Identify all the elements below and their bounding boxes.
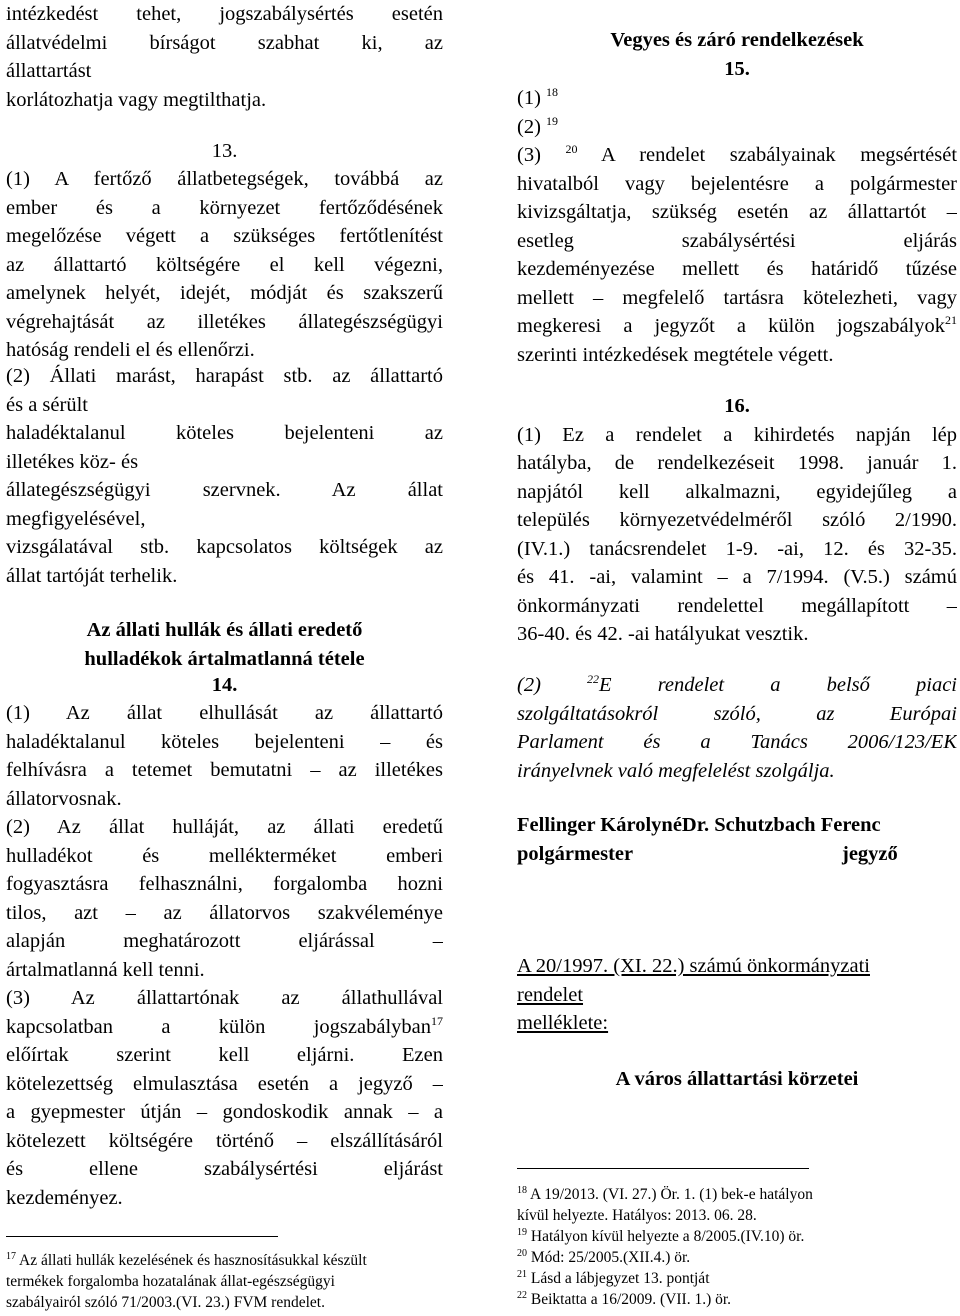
text-line: állategészségügyi szervnek. Az állat — [6, 479, 443, 501]
text-line: állattartást — [6, 60, 92, 82]
section-number: 14. — [211, 674, 238, 696]
text-line: (2) Állati marást, harapást stb. az állattartó — [6, 365, 443, 387]
footnote-text: Mód: 25/2005.(XII.4.) ör. — [527, 1249, 691, 1266]
section-13-para-1 — [6, 165, 443, 365]
text-line: mellett – megfelelő tartásra kötelezheti, vagy — [517, 286, 957, 309]
text-line: állatvédelmi bírságot szabhat ki, az — [6, 31, 443, 54]
signature-titles — [517, 840, 957, 869]
text-line: haladéktalanul köteles bejelenteni – és — [6, 730, 443, 753]
text-line: (3) Az állattartónak az állathullával — [6, 987, 443, 1009]
footnotes-right — [517, 1184, 957, 1310]
closing-heading — [517, 26, 957, 83]
section-14-para-1 — [6, 699, 443, 813]
notary-title: jegyző — [842, 842, 898, 865]
footnote-ref[interactable]: 18 — [546, 85, 559, 100]
text-line: tilos, azt – az állatorvos szakvéleménye — [6, 901, 443, 924]
footnote-line — [517, 1247, 957, 1268]
heading-line: Vegyes és záró rendelkezések — [610, 29, 864, 51]
text-line — [517, 113, 957, 142]
footnote-17 — [6, 1250, 443, 1313]
footnote-divider — [6, 1236, 278, 1237]
footnote-text: A 19/2013. (VI. 27.) Ör. 1. (1) bek-e hatályon — [527, 1186, 813, 1203]
text-line: irányelvnek való megfelelést szolgálja. — [517, 759, 835, 782]
footnote-line: termékek forgalomba hozatalának állat-egészségügyi — [6, 1273, 335, 1290]
text-line: haladéktalanul köteles bejelenteni az — [6, 422, 443, 444]
text-line: és ellene szabálysértési eljárást — [6, 1158, 443, 1180]
text-line — [517, 84, 957, 113]
footnote-text: Hatályon kívül helyezte a 8/2005.(IV.10) ör. — [527, 1228, 805, 1245]
text-line: szerinti intézkedések megtétele végett. — [517, 343, 834, 366]
section-14-para-2 — [6, 813, 443, 984]
text-line: ember és a környezet fertőződésének — [6, 196, 443, 219]
footnote-line: kívül helyezte. Hatályos: 2013. 06. 28. — [517, 1207, 757, 1224]
text-line: alapján meghatározott eljárással – — [6, 930, 443, 952]
footnote-ref[interactable]: 22 — [587, 672, 600, 687]
text-line: amelynek helyét, idejét, módját és szakszerű — [6, 282, 443, 304]
footnote-number: 21 — [517, 1268, 527, 1280]
text-line: a gyepmester útján – gondoskodik annak – a — [6, 1101, 443, 1123]
text-line: előírtak szerint kell eljárni. Ezen — [6, 1044, 443, 1066]
annex-line: melléklete: — [517, 1012, 609, 1034]
para-number: (3) — [517, 144, 541, 166]
section-14-para-3 — [6, 984, 443, 1212]
text-line: intézkedést tehet, jogszabálysértés esetén — [6, 3, 443, 25]
footnote-ref[interactable]: 19 — [546, 113, 559, 128]
footnote-line — [517, 1268, 957, 1289]
section-number: 15. — [724, 57, 750, 80]
text-line — [6, 1013, 443, 1042]
section-13 — [6, 137, 443, 166]
section-16-para-2 — [517, 671, 957, 785]
text-line: és a sérült — [6, 393, 88, 416]
heading-line: hulladékok ártalmatlanná tétele — [84, 647, 365, 670]
text-line: hulladékot és mellékterméket emberi — [6, 844, 443, 867]
text-line: hivatalból vagy bejelentésre a polgármester — [517, 172, 957, 195]
section-number: 13. — [211, 140, 238, 162]
text-line: fogyasztásra felhasználni, forgalomba hozni — [6, 873, 443, 895]
text-line: felhívásra a tetemet bemutatni – az illetékes — [6, 759, 443, 781]
text-line: megfigyelésével, — [6, 507, 146, 530]
text-line: állatorvosnak. — [6, 787, 122, 810]
annex-line: rendelet — [517, 983, 584, 1006]
para-number: (2) — [517, 115, 541, 138]
text-line: kezdeményez. — [6, 1186, 123, 1209]
text-line: (1) A fertőző állatbetegségek, továbbá az — [6, 168, 443, 190]
text-line: és 41. -ai, valamint – a 7/1994. (V.5.) számú — [517, 566, 957, 588]
footnote-line — [517, 1226, 957, 1247]
footnote-divider — [517, 1168, 809, 1169]
text-fragment: A rendelet szabályainak megsértését — [577, 144, 957, 166]
text-line: (2) Az állat hulláját, az állati eredetű — [6, 816, 443, 838]
footnote-line: szabályairól szóló 71/2003.(VI. 23.) FVM rendelet. — [6, 1294, 325, 1311]
text-line: megelőzése végett a szükséges fertőtlenítést — [6, 225, 443, 247]
footnote-number: 17 — [6, 1250, 16, 1262]
text-line: (1) Az állat elhullását az állattartó — [6, 702, 443, 724]
signatures — [517, 811, 957, 868]
text-line: hatóság rendeli el és ellenőrzi. — [6, 339, 255, 361]
footnote-ref[interactable]: 20 — [565, 142, 578, 157]
text-line — [517, 141, 957, 170]
text-line: kezdeményezése mellett és határidő tűzése — [517, 258, 957, 280]
para-number: (2) — [517, 674, 588, 696]
annex-reference — [517, 952, 957, 1038]
footnote-text: Az állati hullák kezelésének és hasznosításukkal készült — [16, 1252, 367, 1269]
text-line: hatályba, de rendelkezéseit 1998. január 1. — [517, 452, 957, 474]
section-13-para-2 — [6, 362, 443, 590]
footnote-line — [6, 1250, 443, 1271]
footnote-line — [517, 1289, 957, 1310]
text-line: Parlament és a Tanács 2006/123/EK — [517, 731, 957, 753]
text-line: kivizsgáltatja, szükség esetén az állattartót – — [517, 201, 957, 223]
text-fragment: megkeresi a jegyzőt a külön jogszabályok — [517, 315, 945, 337]
text-line: kötelezettség elmulasztása esetén a jegyző – — [6, 1072, 443, 1095]
heading-line: Az állati hullák és állati eredető — [86, 619, 363, 641]
section-number: 16. — [724, 395, 750, 417]
footnote-number: 22 — [517, 1289, 527, 1301]
para-number: (1) — [517, 87, 541, 109]
text-line: illetékes köz- és — [6, 450, 139, 473]
footnote-line — [517, 1184, 957, 1205]
text-line: az állattartó költségére el kell végezni, — [6, 253, 443, 276]
annex-line: A 20/1997. (XI. 22.) számú önkormányzati — [517, 955, 870, 977]
text-line: esetleg szabálysértési eljárás — [517, 229, 957, 252]
footnote-text: Lásd a lábjegyzet 13. pontját — [527, 1270, 710, 1287]
text-line: (IV.1.) tanácsrendelet 1-9. -ai, 12. és 32-35. — [517, 537, 957, 560]
text-fragment: E rendelet a belső piaci — [599, 674, 957, 696]
text-line: ártalmatlanná kell tenni. — [6, 958, 205, 981]
signature-names: Fellinger KárolynéDr. Schutzbach Ferenc — [517, 814, 881, 836]
section-14 — [6, 671, 443, 700]
text-line: korlátozhatja vagy megtilthatja. — [6, 88, 267, 111]
text-line — [517, 671, 957, 700]
footnote-number: 19 — [517, 1226, 527, 1238]
text-line: kötelezett költségére történő – elszállításáról — [6, 1129, 443, 1152]
text-line: állat tartóját terhelik. — [6, 564, 178, 587]
text-line: település környezetvédelméről szóló 2/1990. — [517, 509, 957, 531]
section-heading — [6, 616, 443, 673]
text-line: (1) Ez a rendelet a kihirdetés napján lép — [517, 423, 957, 446]
annex-title — [517, 1065, 957, 1094]
text-line: végrehajtását az illetékes állategészségügyi — [6, 310, 443, 333]
text-line: önkormányzati rendelettel megállapított – — [517, 594, 957, 617]
footnote-ref[interactable]: 17 — [431, 1013, 443, 1028]
footnote-ref[interactable]: 21 — [945, 313, 957, 328]
text-line — [517, 312, 957, 341]
text-line: 36-40. és 42. -ai hatályukat vesztik. — [517, 623, 809, 645]
section-15 — [517, 84, 957, 369]
text-line: szolgáltatásokról szóló, az Európai — [517, 702, 957, 725]
text-line: napjától kell alkalmazni, egyidejűleg a — [517, 480, 957, 503]
text-fragment: kapcsolatban a külön jogszabályban — [6, 1015, 431, 1038]
footnote-number: 18 — [517, 1184, 527, 1196]
section-16 — [517, 392, 957, 649]
mayor-title: polgármester — [517, 842, 634, 865]
text-line: vizsgálatával stb. kapcsolatos költségek az — [6, 536, 443, 558]
intro-paragraph — [6, 0, 443, 114]
footnote-text: Beiktatta a 16/2009. (VII. 1.) ör. — [527, 1291, 732, 1308]
footnote-number: 20 — [517, 1247, 527, 1259]
annex-title-text: A város állattartási körzetei — [615, 1068, 859, 1090]
